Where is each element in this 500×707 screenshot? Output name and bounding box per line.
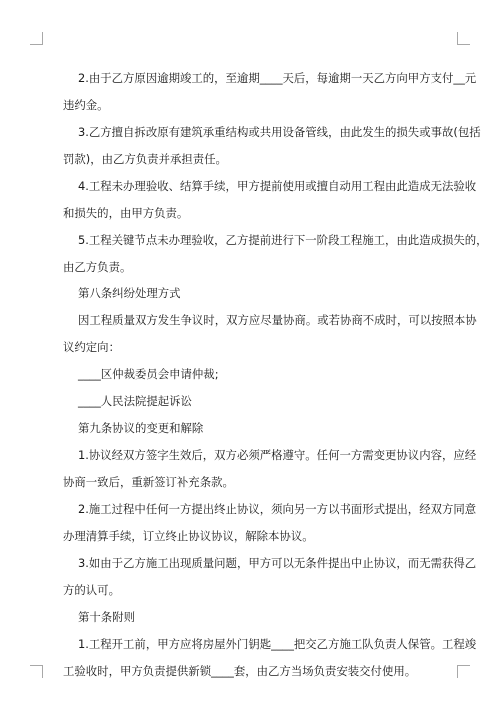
paragraph-line: 3.乙方擅自拆改原有建筑承重结构或共用设备管线，由此发生的损失或事故(包括	[78, 125, 481, 139]
crop-mark-top-left	[30, 32, 43, 45]
paragraph-line: 和损失的，由甲方负责。	[63, 206, 189, 220]
paragraph-line: 2.施工过程中任何一方提出终止协议，须向另一方以书面形式提出，经双方同意	[78, 502, 477, 516]
paragraph-line: 2.由于乙方原因逾期竣工的，至逾期____天后，每逾期一天乙方向甲方支付__元	[78, 71, 477, 85]
section-heading: 第九条协议的变更和解除	[78, 421, 204, 435]
paragraph-line: 5.工程关键节点未办理验收，乙方提前进行下一阶段工程施工，由此造成损失的，	[78, 233, 488, 247]
section-heading: 第十条附则	[78, 610, 135, 624]
paragraph-line: 议约定向：	[63, 340, 120, 354]
paragraph-line: 4.工程未办理验收、结算手续，甲方提前使用或擅自动用工程由此造成无法验收	[78, 179, 477, 193]
paragraph-line: 因工程质量双方发生争议时，双方应尽量协商。或若协商不成时，可以按照本协	[78, 313, 477, 327]
paragraph-line: 1.协议经双方签字生效后，双方必须严格遵守。任何一方需变更协议内容，应经	[78, 448, 477, 462]
paragraph-line: ____区仲裁委员会申请仲裁;	[78, 367, 219, 381]
paragraph-line: ____人民法院提起诉讼	[78, 394, 192, 408]
paragraph-line: 办理清算手续，订立终止协议协议，解除本协议。	[63, 529, 314, 543]
paragraph-line: 由乙方负责。	[63, 260, 132, 274]
paragraph-line: 工验收时，甲方负责提供新锁____套，由乙方当场负责安装交付使用。	[63, 664, 417, 678]
paragraph-line: 罚款)，由乙方负责并承担责任。	[63, 152, 227, 166]
paragraph-line: 1.工程开工前，甲方应将房屋外门钥匙____把交乙方施工队负责人保管。工程竣	[78, 637, 477, 651]
paragraph-line: 违约金。	[63, 98, 109, 112]
section-heading: 第八条纠纷处理方式	[78, 286, 181, 300]
paragraph-line: 方的认可。	[63, 583, 120, 597]
paragraph-line: 3.如由于乙方施工出现质量问题，甲方可以无条件提出中止协议，而无需获得乙	[78, 556, 477, 570]
crop-mark-top-right	[457, 32, 470, 45]
paragraph-line: 协商一致后，重新签订补充条款。	[63, 475, 234, 489]
